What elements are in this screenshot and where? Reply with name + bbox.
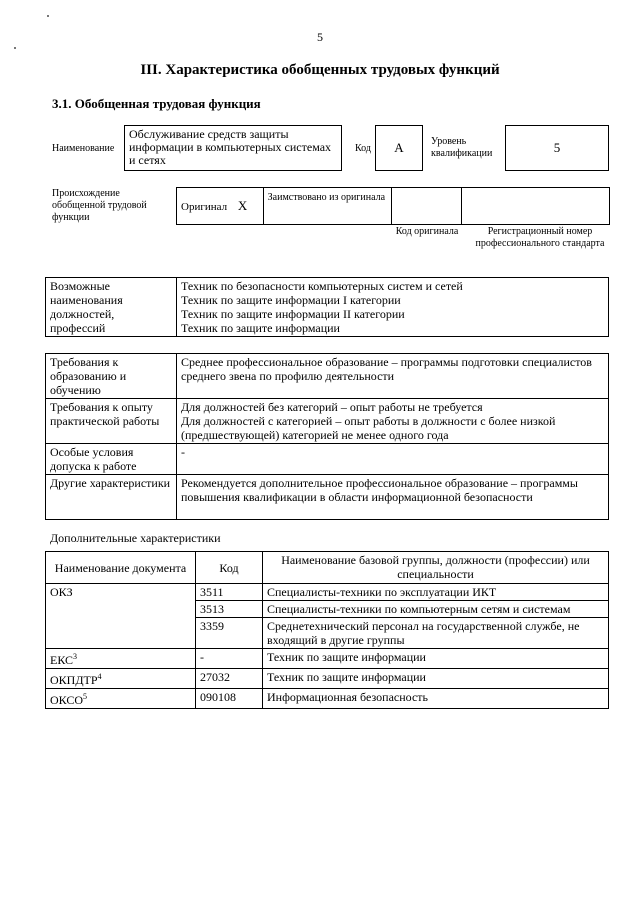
- doc-cell: [46, 669, 196, 689]
- original-code-cell: [392, 188, 462, 225]
- doc-title: Информационная безопасность: [263, 689, 609, 709]
- registration-caption: Регистрационный номер профессионального стандарта: [475, 226, 605, 249]
- position-item: Техник по защите информации: [181, 321, 340, 335]
- borrowed-label: Заимствовано из оригинала: [263, 188, 391, 225]
- level-value-box: [505, 125, 609, 171]
- doc-code: 090108: [196, 689, 263, 709]
- okz-code: 3513: [196, 601, 263, 618]
- doc-name: ОКСО: [50, 693, 84, 707]
- code-caption: Код оригинала: [395, 226, 459, 237]
- doc-name: ЕКС: [50, 653, 74, 667]
- okz-name: Специалисты-техники по компьютерным сетям и системам: [263, 601, 609, 618]
- code-label: Код: [355, 143, 371, 154]
- position-item: Техник по защите информации I категории: [181, 293, 401, 307]
- other-label: Другие характеристики: [46, 475, 177, 520]
- name-value: Обслуживание средств защиты информации в компьютерных системах и сетях: [129, 127, 332, 167]
- education-label: Требования к образованию и обучению: [46, 354, 177, 399]
- level-value: 5: [553, 140, 561, 155]
- name-value-box: [124, 125, 342, 171]
- doc-code: 27032: [196, 669, 263, 689]
- doc-cell: [46, 649, 196, 669]
- special-conditions-label: Особые условия допуска к работе: [46, 444, 177, 475]
- experience-line: Для должностей без категорий – опыт работы не требуется: [181, 400, 483, 414]
- okz-code: 3511: [196, 584, 263, 601]
- col-doc-header: Наименование документа: [46, 552, 196, 584]
- position-item: Техник по защите информации II категории: [181, 307, 405, 321]
- okz-name: Специалисты-техники по эксплуатации ИКТ: [263, 584, 609, 601]
- special-conditions-value: -: [177, 444, 609, 475]
- subsection-title: 3.1. Обобщенная трудовая функция: [52, 96, 261, 111]
- additional-caption: Дополнительные характеристики: [50, 531, 221, 545]
- doc-code: -: [196, 649, 263, 669]
- experience-label: Требования к опыту практической работы: [46, 399, 177, 444]
- level-label: Уровень квалификации: [431, 136, 493, 159]
- doc-cell: [46, 689, 196, 709]
- requirements-table: [45, 353, 609, 520]
- section-title: III. Характеристика обобщенных трудовых функций: [140, 62, 500, 78]
- page-number: 5: [317, 30, 323, 44]
- education-value: Среднее профессиональное образование – программы подготовки специалистов среднего звена по профилю деятельности: [177, 354, 609, 399]
- doc-name: ОКПДТР: [50, 673, 98, 687]
- footnote-ref: 4: [97, 672, 102, 681]
- experience-line: Для должностей с категорией – опыт работы в должности с более низкой (предшествующей) категорией не менее одного года: [181, 414, 556, 442]
- positions-table: [45, 277, 609, 337]
- doc-title: Техник по защите информации: [263, 649, 609, 669]
- additional-table: [45, 551, 609, 709]
- origin-table: [176, 187, 610, 225]
- registration-number-cell: [462, 188, 610, 225]
- footnote-ref: 5: [83, 692, 88, 701]
- doc-title: Техник по защите информации: [263, 669, 609, 689]
- name-label: Наименование: [52, 143, 115, 154]
- scan-speck: [47, 15, 49, 17]
- code-value-box: [375, 125, 423, 171]
- okz-code: 3359: [196, 618, 263, 649]
- position-item: Техник по безопасности компьютерных систем и сетей: [181, 279, 463, 293]
- code-value: А: [394, 140, 404, 155]
- original-mark: Х: [237, 197, 248, 213]
- original-label: Оригинал: [181, 200, 228, 213]
- col-code-header: Код: [196, 552, 263, 584]
- scan-speck: [14, 47, 16, 49]
- other-value: Рекомендуется дополнительное профессиональное образование – программы повышения квалификации в области информационной безопасности: [177, 475, 609, 520]
- positions-label: Возможные наименования должностей, профессий: [46, 278, 177, 337]
- footnote-ref: 3: [73, 652, 78, 661]
- origin-label: Происхождение обобщенной трудовой функции: [52, 188, 147, 223]
- okz-name: Среднетехнический персонал на государственной службе, не входящий в другие группы: [263, 618, 609, 649]
- okz-label: ОКЗ: [46, 584, 196, 649]
- col-name-header: Наименование базовой группы, должности (профессии) или специальности: [263, 552, 609, 584]
